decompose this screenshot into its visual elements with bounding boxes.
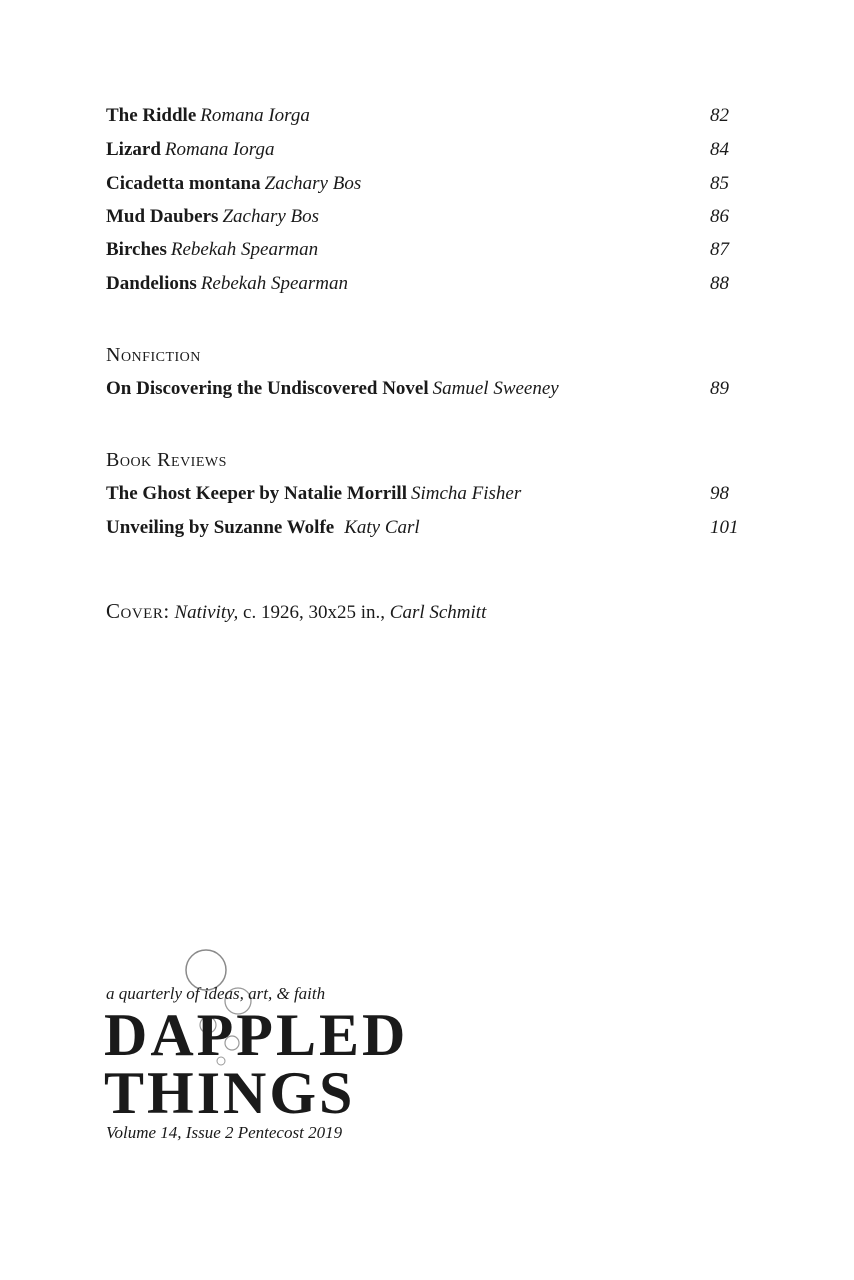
cover-work-title: Nativity, [174, 602, 239, 623]
toc-entry [106, 374, 746, 404]
cover-details: c. 1926, 30x25 in., [243, 602, 386, 623]
toc-entry [106, 169, 746, 199]
entry-author: Zachary Bos [264, 173, 362, 194]
toc-entry [106, 479, 746, 509]
entry-page: 82 [710, 105, 729, 126]
cover-artist: Carl Schmitt [389, 602, 487, 623]
toc-entry [106, 269, 746, 299]
toc-entry [106, 513, 746, 543]
entry-page: 88 [710, 273, 729, 294]
entry-title: On Discovering the Undiscovered Novel [106, 378, 429, 399]
entry-author: Samuel Sweeney [432, 378, 559, 399]
entry-title: Lizard [106, 139, 161, 160]
entry-author: Romana Iorga [200, 105, 310, 126]
toc-entry [106, 135, 746, 165]
entry-page: 89 [710, 378, 729, 399]
entry-page: 86 [710, 206, 729, 227]
entry-title: Dandelions [106, 273, 197, 294]
entry-title: The Ghost Keeper by Natalie Morrill [106, 483, 407, 504]
entry-author: Rebekah Spearman [200, 273, 349, 294]
entry-page: 101 [710, 517, 739, 538]
toc-entry [106, 235, 746, 265]
entry-author: Rebekah Spearman [170, 239, 319, 260]
cover-label: Cover: [106, 599, 170, 623]
masthead-name-line2: THINGS [104, 1060, 356, 1126]
entry-title: Birches [106, 239, 167, 260]
entry-title: The Riddle [106, 105, 197, 126]
issue-info: Volume 14, Issue 2 Pentecost 2019 [106, 1123, 343, 1142]
entry-title: Mud Daubers [106, 206, 219, 227]
entry-author: Romana Iorga [164, 139, 275, 160]
entry-author: Katy Carl [344, 517, 420, 538]
masthead-tagline: a quarterly of ideas, art, & faith [106, 984, 326, 1003]
section-heading-book-reviews: Book Reviews [106, 449, 227, 471]
entry-page: 85 [710, 173, 729, 194]
cover-credit [106, 596, 486, 628]
toc-entry [106, 202, 746, 232]
section-heading-nonfiction: Nonfiction [106, 344, 201, 366]
entry-page: 98 [710, 483, 729, 504]
entry-title: Unveiling by Suzanne Wolfe [106, 517, 335, 538]
toc-entry [106, 101, 746, 131]
entry-page: 87 [710, 239, 729, 260]
entry-author: Zachary Bos [222, 206, 320, 227]
masthead-name-line1: DAPPLED [104, 1002, 409, 1068]
entry-title: Cicadetta montana [106, 173, 261, 194]
entry-page: 84 [710, 139, 729, 160]
entry-author: Simcha Fisher [410, 483, 522, 504]
